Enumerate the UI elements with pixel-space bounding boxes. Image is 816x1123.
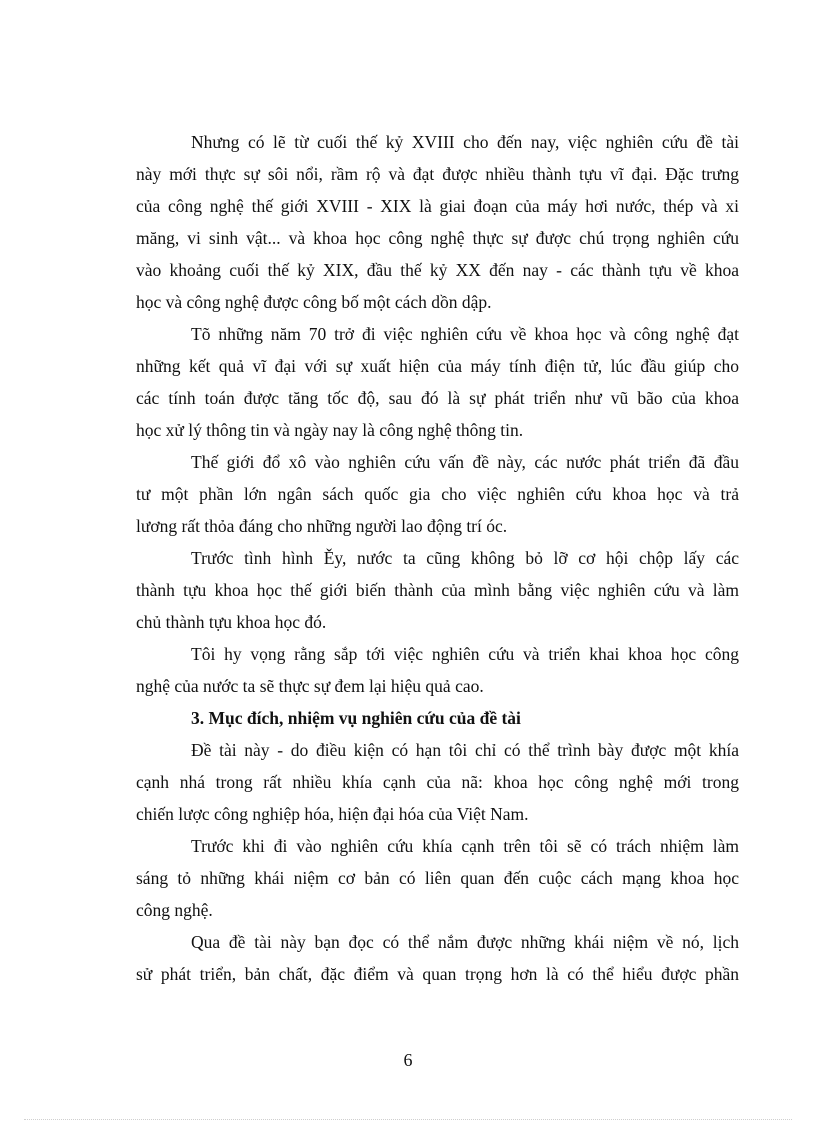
text-line: Tõ những năm 70 trở đi việc nghiên cứu về khoa học và công nghệ đạt xyxy=(191,324,739,344)
text-line: sử phát triển, bản chất, đặc điểm và quan trọng hơn là có thể hiểu được phần xyxy=(136,964,739,984)
paragraph xyxy=(136,734,739,830)
paragraph xyxy=(136,446,739,542)
text-line: những kết quả vĩ đại với sự xuất hiện của máy tính điện tử, lúc đầu giúp cho xyxy=(136,356,739,376)
paragraph xyxy=(136,926,739,990)
text-line: học và công nghệ được công bố một cách dồn dập. xyxy=(136,292,492,312)
text-line: vào khoảng cuối thế kỷ XIX, đầu thế kỷ XX đến nay - các thành tựu về khoa xyxy=(136,260,739,280)
text-line: cạnh nhá trong rất nhiều khía cạnh của nã: khoa học công nghệ mới trong xyxy=(136,772,739,792)
heading-line: 3. Mục đích, nhiệm vụ nghiên cứu của đề tài xyxy=(191,708,521,728)
text-line: tư một phần lớn ngân sách quốc gia cho việc nghiên cứu khoa học và trả xyxy=(136,484,739,504)
text-line: Đề tài này - do điều kiện có hạn tôi chỉ có thể trình bày được một khía xyxy=(191,740,739,760)
text-line: nghệ của nước ta sẽ thực sự đem lại hiệu quả cao. xyxy=(136,676,484,696)
text-line: măng, vi sinh vật... và khoa học công nghệ thực sự được chú trọng nghiên cứu xyxy=(136,228,739,248)
text-line: của công nghệ thế giới XVIII - XIX là giai đoạn của máy hơi nước, thép và xi xyxy=(136,196,739,216)
text-line: học xử lý thông tin và ngày nay là công nghệ thông tin. xyxy=(136,420,524,440)
text-line: chiến lược công nghiệp hóa, hiện đại hóa của Việt Nam. xyxy=(136,804,529,824)
text-line: công nghệ. xyxy=(136,900,213,920)
paragraph xyxy=(136,638,739,702)
text-line: thành tựu khoa học thế giới biến thành của mình bằng việc nghiên cứu và làm xyxy=(136,580,739,600)
paragraph xyxy=(136,126,739,318)
paragraph xyxy=(136,318,739,446)
text-line: Tôi hy vọng rằng sắp tới việc nghiên cứu và triển khai khoa học công xyxy=(191,644,739,664)
paragraph xyxy=(136,830,739,926)
text-line: Nhưng có lẽ từ cuối thế kỷ XVIII cho đến nay, việc nghiên cứu đề tài xyxy=(191,132,739,152)
text-line: Qua đề tài này bạn đọc có thể nắm được những khái niệm về nó, lịch xyxy=(191,932,739,952)
text-line: Trước khi đi vào nghiên cứu khía cạnh trên tôi sẽ có trách nhiệm làm xyxy=(191,836,739,856)
section-heading xyxy=(136,702,739,734)
text-line: sáng tỏ những khái niệm cơ bản có liên quan đến cuộc cách mạng khoa học xyxy=(136,868,739,888)
text-line: lương rất thỏa đáng cho những người lao động trí óc. xyxy=(136,516,508,536)
text-line: chủ thành tựu khoa học đó. xyxy=(136,612,327,632)
text-line: Thế giới đổ xô vào nghiên cứu vấn đề này, các nước phát triển đã đầu xyxy=(191,452,739,472)
text-line: các tính toán được tăng tốc độ, sau đó là sự phát triển như vũ bão của khoa xyxy=(136,388,739,408)
page-number: 6 xyxy=(403,1050,413,1070)
page-bottom-border xyxy=(24,1119,792,1120)
page-body xyxy=(136,126,739,990)
text-line: Trước tình hình Ěy, nước ta cũng không bỏ lỡ cơ hội chộp lấy các xyxy=(191,548,739,568)
paragraph xyxy=(136,542,739,638)
text-line: này mới thực sự sôi nổi, rầm rộ và đạt được nhiều thành tựu vĩ đại. Đặc trưng xyxy=(136,164,739,184)
